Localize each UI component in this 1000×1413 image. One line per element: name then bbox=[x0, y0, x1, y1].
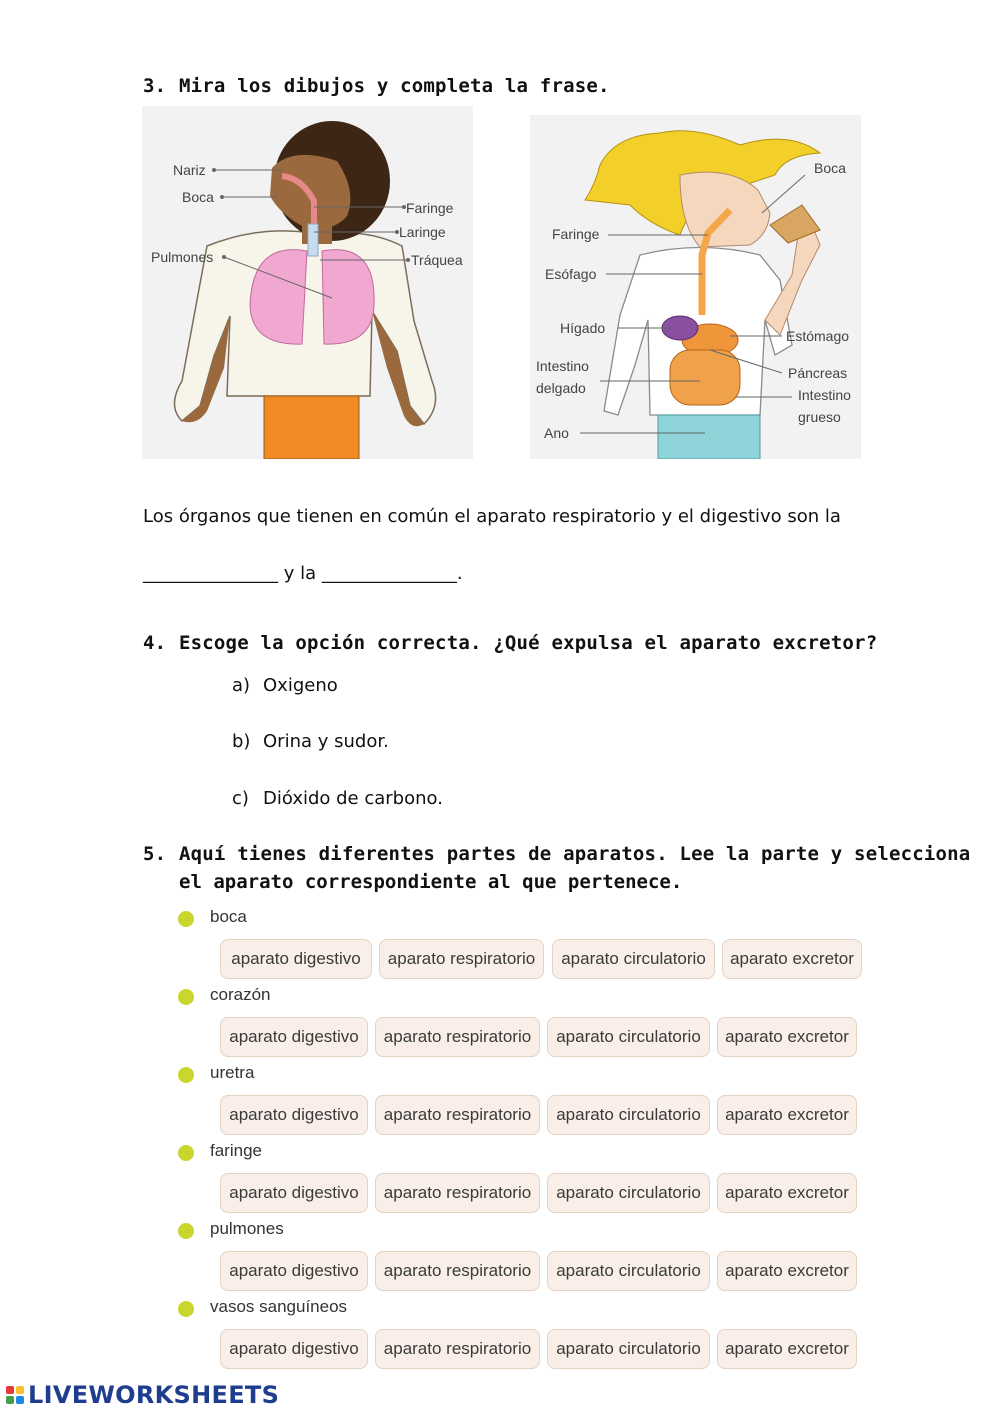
item-name: boca bbox=[210, 907, 247, 926]
q4-option-a[interactable] bbox=[232, 675, 338, 696]
choice-respiratorio[interactable]: aparato respiratorio bbox=[375, 1017, 540, 1057]
choice-circulatorio[interactable]: aparato circulatorio bbox=[547, 1095, 710, 1135]
q3-fill-line bbox=[143, 563, 463, 584]
choice-excretor[interactable]: aparato excretor bbox=[722, 939, 862, 979]
item-name: faringe bbox=[210, 1141, 262, 1160]
option-text: Oxigeno bbox=[263, 675, 338, 696]
q4-option-c[interactable] bbox=[232, 788, 443, 809]
trachea-shape bbox=[308, 224, 318, 256]
bullet-icon bbox=[178, 911, 194, 927]
bullet-icon bbox=[178, 989, 194, 1005]
q4-title bbox=[143, 632, 877, 654]
choice-circulatorio[interactable]: aparato circulatorio bbox=[547, 1173, 710, 1213]
label-laringe: Laringe bbox=[399, 224, 446, 240]
choice-respiratorio[interactable]: aparato respiratorio bbox=[379, 939, 544, 979]
digestive-figure bbox=[530, 115, 861, 459]
choice-digestivo[interactable]: aparato digestivo bbox=[220, 1329, 368, 1369]
option-text: Dióxido de carbono. bbox=[263, 788, 443, 809]
choice-respiratorio[interactable]: aparato respiratorio bbox=[375, 1251, 540, 1291]
label-intestino-grueso-2: grueso bbox=[798, 409, 841, 425]
q5-title-line2: el aparato correspondiente al que pertenece. bbox=[179, 871, 683, 893]
q3-title bbox=[143, 75, 610, 97]
logo-text: LIVEWORKSHEETS bbox=[28, 1381, 280, 1409]
q3-title-text: Mira los dibujos y completa la frase. bbox=[179, 75, 610, 97]
choice-circulatorio[interactable]: aparato circulatorio bbox=[552, 939, 715, 979]
label-pulmones: Pulmones bbox=[151, 249, 214, 265]
label-boca: Boca bbox=[182, 189, 214, 205]
q5-title-line1: Aquí tienes diferentes partes de aparatos. Lee la parte y selecciona bbox=[179, 843, 971, 865]
choice-circulatorio[interactable]: aparato circulatorio bbox=[547, 1017, 710, 1057]
label-boca: Boca bbox=[814, 160, 846, 176]
option-letter: a) bbox=[232, 675, 251, 696]
choice-excretor[interactable]: aparato excretor bbox=[717, 1017, 857, 1057]
dot-boca bbox=[220, 195, 224, 199]
intestine-shape bbox=[670, 350, 740, 405]
item-name: corazón bbox=[210, 985, 271, 1004]
q3-number: 3. bbox=[143, 75, 167, 97]
label-intestino-delgado-1: Intestino bbox=[536, 358, 589, 374]
choice-excretor[interactable]: aparato excretor bbox=[717, 1251, 857, 1291]
item-name: pulmones bbox=[210, 1219, 284, 1238]
bullet-icon bbox=[178, 1301, 194, 1317]
respiratory-illustration bbox=[142, 106, 473, 459]
choice-respiratorio[interactable]: aparato respiratorio bbox=[375, 1329, 540, 1369]
logo-icon bbox=[6, 1386, 24, 1404]
choice-digestivo[interactable]: aparato digestivo bbox=[220, 1095, 368, 1135]
label-intestino-delgado-2: delgado bbox=[536, 380, 586, 396]
item-name: vasos sanguíneos bbox=[210, 1297, 348, 1316]
trousers-shape bbox=[264, 396, 359, 459]
choice-excretor[interactable]: aparato excretor bbox=[717, 1173, 857, 1213]
choice-digestivo[interactable]: aparato digestivo bbox=[220, 939, 372, 979]
bullet-icon bbox=[178, 1223, 194, 1239]
choice-digestivo[interactable]: aparato digestivo bbox=[220, 1017, 368, 1057]
q4-number: 4. bbox=[143, 632, 167, 654]
liveworksheets-logo bbox=[6, 1381, 279, 1409]
choice-circulatorio[interactable]: aparato circulatorio bbox=[547, 1251, 710, 1291]
bullet-icon bbox=[178, 1067, 194, 1083]
choice-circulatorio[interactable]: aparato circulatorio bbox=[547, 1329, 710, 1369]
choice-excretor[interactable]: aparato excretor bbox=[717, 1329, 857, 1369]
option-text: Orina y sudor. bbox=[263, 731, 389, 752]
label-nariz: Nariz bbox=[173, 162, 206, 178]
q5-title bbox=[143, 843, 970, 865]
label-pancreas: Páncreas bbox=[788, 365, 848, 381]
label-estomago: Estómago bbox=[786, 328, 850, 344]
choice-respiratorio[interactable]: aparato respiratorio bbox=[375, 1173, 540, 1213]
q4-option-b[interactable] bbox=[232, 731, 389, 752]
q3-blank-1[interactable]: _______________ bbox=[143, 563, 278, 584]
face-shape bbox=[680, 172, 770, 247]
dot-pulmones bbox=[222, 255, 226, 259]
choice-excretor[interactable]: aparato excretor bbox=[717, 1095, 857, 1135]
option-letter: b) bbox=[232, 731, 251, 752]
label-traquea: Tráquea bbox=[411, 252, 463, 268]
choice-respiratorio[interactable]: aparato respiratorio bbox=[375, 1095, 540, 1135]
q3-blank-2[interactable]: _______________. bbox=[321, 563, 463, 584]
trousers-shape bbox=[658, 415, 760, 459]
label-faringe: Faringe bbox=[406, 200, 454, 216]
digestive-illustration bbox=[530, 115, 861, 459]
choice-digestivo[interactable]: aparato digestivo bbox=[220, 1173, 368, 1213]
option-letter: c) bbox=[232, 788, 249, 809]
item-name: uretra bbox=[210, 1063, 255, 1082]
label-faringe: Faringe bbox=[552, 226, 600, 242]
label-higado: Hígado bbox=[560, 320, 606, 336]
dot-traquea bbox=[406, 258, 410, 262]
bullet-icon bbox=[178, 1145, 194, 1161]
label-intestino-grueso-1: Intestino bbox=[798, 387, 851, 403]
q3-sentence: Los órganos que tienen en común el aparato respiratorio y el digestivo son la bbox=[143, 506, 841, 527]
label-ano: Ano bbox=[544, 425, 569, 441]
label-esofago: Esófago bbox=[545, 266, 597, 282]
choice-digestivo[interactable]: aparato digestivo bbox=[220, 1251, 368, 1291]
q4-title-text: Escoge la opción correcta. ¿Qué expulsa el aparato excretor? bbox=[179, 632, 878, 654]
dot-nariz bbox=[212, 168, 216, 172]
q5-number: 5. bbox=[143, 843, 167, 865]
q3-connector: y la bbox=[283, 563, 317, 584]
respiratory-figure bbox=[142, 106, 473, 459]
